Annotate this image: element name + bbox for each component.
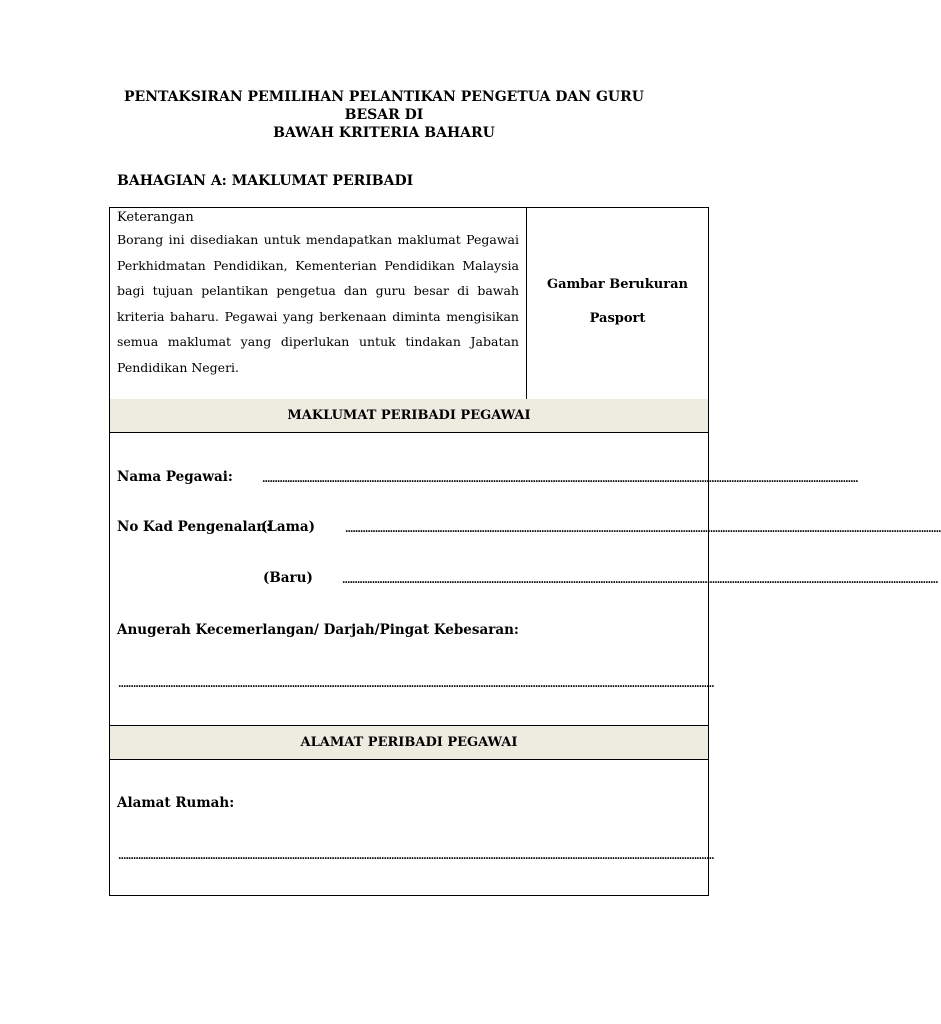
ic-new-field[interactable]: ................................................................................................................................................................................................................................................ [342, 575, 938, 586]
form-title [100, 88, 668, 142]
ic-label: No Kad Pengenalan: [117, 519, 272, 535]
personal-section-header: MAKLUMAT PERIBADI PEGAWAI [110, 399, 708, 433]
intro-heading: Keterangan [117, 210, 194, 225]
form-title-line-1: PENTAKSIRAN PEMILIHAN PELANTIKAN PENGETUA DAN GURU BESAR DI [124, 89, 644, 123]
passport-photo-box[interactable] [527, 208, 708, 399]
photo-label-line-1: Gambar Berukuran [547, 277, 688, 292]
ic-old-field[interactable]: ................................................................................................................................................................................................................................................ [345, 524, 941, 535]
name-field[interactable]: ................................................................................................................................................................................................................................................ [262, 474, 858, 485]
home-address-label: Alamat Rumah: [117, 795, 235, 811]
intro-row [110, 208, 708, 400]
personal-info-form [109, 207, 941, 896]
intro-description-cell [110, 208, 527, 399]
award-label: Anugerah Kecemerlangan/ Darjah/Pingat Kebesaran: [117, 622, 519, 638]
award-field[interactable]: ................................................................................................................................................................................................................................................ [118, 679, 714, 690]
intro-body: Borang ini disediakan untuk mendapatkan maklumat Pegawai Perkhidmatan Pendidikan, Kementerian Pendidikan Malaysia bagi tujuan pelantikan pengetua dan guru besar di bawah kriteria baharu. Pegawai yang berkenaan diminta mengisikan semua maklumat yang diperlukan untuk tindakan Jabatan Pendidikan Negeri. [117, 232, 519, 375]
form-title-line-2: BAWAH KRITERIA BAHARU [273, 125, 495, 141]
address-section-header: ALAMAT PERIBADI PEGAWAI [110, 725, 708, 760]
photo-label-line-2: Pasport [589, 311, 646, 326]
home-address-field[interactable]: ................................................................................................................................................................................................................................................ [118, 851, 714, 862]
name-label: Nama Pegawai: [117, 469, 233, 485]
ic-old-label: (Lama) [261, 519, 316, 535]
section-a-heading: BAHAGIAN A: MAKLUMAT PERIBADI [117, 173, 414, 189]
ic-new-label: (Baru) [263, 570, 313, 586]
